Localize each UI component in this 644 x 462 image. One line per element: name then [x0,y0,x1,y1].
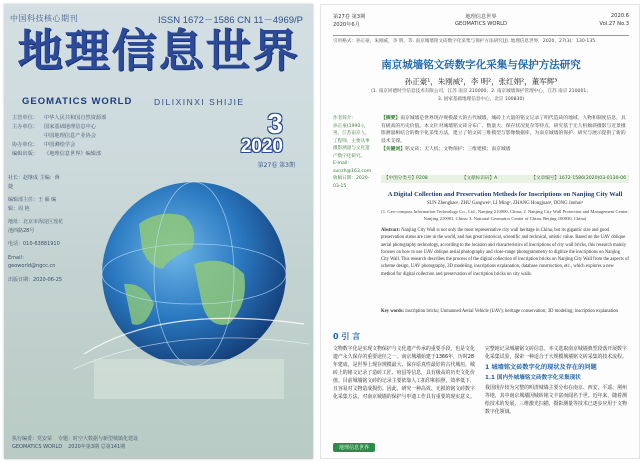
header-volume-right: Vol.27 No.3 [599,21,629,27]
cover-footer-row: GEOMATICS WORLD 2020年第3期 总第141期 [12,444,126,450]
magazine-cover [4,4,313,459]
cover-side-line: 电话：010-63881910 [8,241,60,247]
cover-side-line: 出版日期：2020-06-25 [8,276,63,283]
cover-footer [12,435,302,451]
body-paragraph: 我国现存较为完整的明清城墙主要分布在南京、西安、平遥、荆州等地，其中南京城墙因城砖铭文丰富而闻名于世。近年来，随着测绘技术的发展，三维激光扫描、摄影测量等技术已逐步应用于文物数字化领域。 [485,385,627,415]
cover-title: 地理信息世界 [17,24,300,77]
classification-bar [381,175,629,183]
english-title: A Digital Collection and Preservation Methods for Inscriptions on Nanjing City Wall [387,191,623,198]
english-authors: SUN Zhenghao¹, ZHU Gangwei², LI Ming², ZHANG Hongjuan², DONG Junhui³ [426,201,583,206]
cover-side-info [8,174,64,289]
document-code: 【文献标识码】A [461,176,498,181]
affiliation-line: 3. 国家基础地理信息中心，北京 100830) [437,96,525,102]
paper-authors: 孙正豪¹，朱刚威²，李 明²，张红娟²，董军辉³ [404,77,558,86]
cover-en-title: GEOMATICS WORLD [22,96,133,107]
author-sidebar [333,115,373,190]
cover-side-line: 社长：赵继成 主编：蒋 捷 [8,175,60,190]
cover-meta-row: 主办单位： 国家基础地理信息中心 [12,124,96,130]
cover-meta-row: 主管单位： 中华人民共和国自然资源部 [12,115,107,121]
section-introduction-heading: 0 引 言 [333,332,361,341]
body-paragraph: 文物数字化是实现文物保护与文化遗产传承的重要手段，也是文化遗产永久保存的重要途径之一。南京城墙始建于1366年，历时28年建成，是世界上现存规模最大、保存原真性最好的古代城垣，城砖上的铭文记录了造砖工匠、府县等信息，具有极高的历史文化价值。目前城墙铭文砖的记录主要依靠人工拓印和拍照，效率低下，且容易对文物造成损伤。因此，研究一种高效、无损的铭文砖数字化采集方法，对南京城墙的保护与申遗工作具有重要的现实意义。 [333,346,475,400]
header-volume: 第27卷 第3期 [333,14,366,20]
citation-line: 引用格式：孙正豪，朱刚威，李 明，等. 南京城墙铭文砖数字化采集与保护方法研究[J]. 地理信息世界，2020，27(3)：130-135. [333,39,597,44]
cover-year: 2020 [240,136,283,157]
sidebar-line: E-mail：sunzh@163.com [333,161,372,174]
cover-meta-row: 协办单位： 中国测绘学会 [12,142,76,148]
cover-issue-number: 3 [267,108,283,139]
en-abstract-text: Nanjing City Wall is not only the most representative city wall heritage in China, but its gigantic size and good preservation status are rare in the world, and has great historical, scientific and technical, artistic value. Based on the UAV oblique aerial photography technology, according to the location and characteristics of inscriptions of city wall bricks, this research mainly focuses on how to use UAV oblique aerial photography and close-range photogrammetry to digitize the inscriptions on Nanjing City Wall. This research describes the process of the digital collection of inscription bricks on Nanjing City Wall from the aspects of scheme design, UAV photography, 3D modeling, inscriptions explanation, database construction, etc., which explores a new method for digital collection and preservation of inscription bricks on city walls. [381,228,629,277]
cover-issn: ISSN 1672－1586 CN 11－4969/P [157,15,303,26]
cover-side-line: 地址：北京市海淀区莲花池西路28号 [8,219,64,234]
sidebar-line: 收稿日期：2020-03-15 [333,176,370,189]
article-number: 【文章编号】1672-1586(2020)03-0130-06 [531,176,626,181]
header-journal-cn: 地理信息世界 [465,14,497,20]
body-column-left [333,345,477,401]
body-column-right [485,345,629,416]
header-journal-en: GEOMATICS WORLD [455,21,507,27]
cover-volume: 第27卷 第3期 [257,162,295,169]
running-header [333,13,629,37]
affiliation-line: (1. 南京同德时空信息技术有限公司，江苏 南京 210000；2. 南京城墙保护管理中心，江苏 南京 210001； [371,89,591,94]
paper-affiliations [333,88,629,103]
section-1-1-heading: 1.1 国内外城墙铭文砖数字化采集现状 [485,375,581,381]
paper-first-page [320,4,640,459]
sidebar-line: 作者简介： [333,116,356,121]
cover-core-journal-label: 中国科技核心期刊 [10,14,78,23]
cover-pinyin: DILIXINXI SHIJIE [154,97,245,107]
cover-meta-row: 中国地理信息产业协会 [44,133,96,139]
keywords-text: 铭文砖；无人机；文物保护；三维建模；南京城墙 [405,147,511,153]
abstract-text: 南京城墙是世界现存规模最大的古代城墙，城砖上大量的铭文记录了明代造砖的地域、人物和制度信息，具有极高的历史价值。本文针对城墙铭文砖分布广、数量大、保存状况复杂等特点，研究基于无人机倾斜摄影与近景摄影测量相结合的数字化采集方法，建立了铭文砖三维模型与影像数据库，为南京城墙的保护、研究与展示提供了新的技术支撑。 [381,116,626,144]
chinese-abstract [381,115,629,155]
en-keywords-text: inscription bricks; Unmanned Aerial Vehicle (UAV); heritage conservation; 3D modeling; inscription explanation [405,309,618,314]
section-1-heading: 1 城墙铭文砖数字化的现状及存在的问题 [485,364,597,371]
english-affiliation: (1. Geo-compass Information Technology Co., Ltd., Nanjing 210000, China; 2. Nanjing City Wall Protection and Management Center, Nanjing 210001, China; 3. National Geomatics Center of China, Beijing 100830, China) [381,209,629,221]
header-date: 2020年6月 [333,22,360,28]
cover-footer-row: 执行编委：党安荣 专题：时空大数据与新型城镇化建设 [12,436,139,442]
en-abstract-label: Abstract: [381,228,401,233]
cover-side-line: Email：geoworld@ngcc.cn [8,254,56,269]
cover-side-line: 编辑部主任：王 硕 编辑：周 艳 [8,197,57,212]
en-keywords-label: Key words: [381,309,405,314]
cover-publisher-info [12,114,130,159]
keywords-label: 【关键词】 [381,147,405,153]
sidebar-line: 孙正豪(1990-)，男，江苏南京人，工程师，主要从事摄影测量与文化遗产数字化研究。 [333,123,370,159]
page-footer-badge: 地理信息世界 [333,443,375,452]
paper-title: 南京城墙铭文砖数字化采集与保护方法研究 [381,59,581,71]
header-rule [333,35,629,36]
abstract-label: 【摘要】 [381,116,401,121]
body-paragraph: 完整地记录城墙铭文砖信息，本文选取南京城墙典型段落开展数字化采集试验，探索一种适合于大规模城墙铭文砖采集的技术流程。 [485,346,627,360]
header-date-right: 2020.6 [610,13,629,19]
english-keywords [381,308,629,315]
cover-meta-row: 编辑出版： 《地理信息世界》编辑部 [12,151,102,157]
class-number: 【中图分类号】P208 [384,176,428,181]
globe-illustration [64,154,309,404]
english-abstract [381,227,629,278]
